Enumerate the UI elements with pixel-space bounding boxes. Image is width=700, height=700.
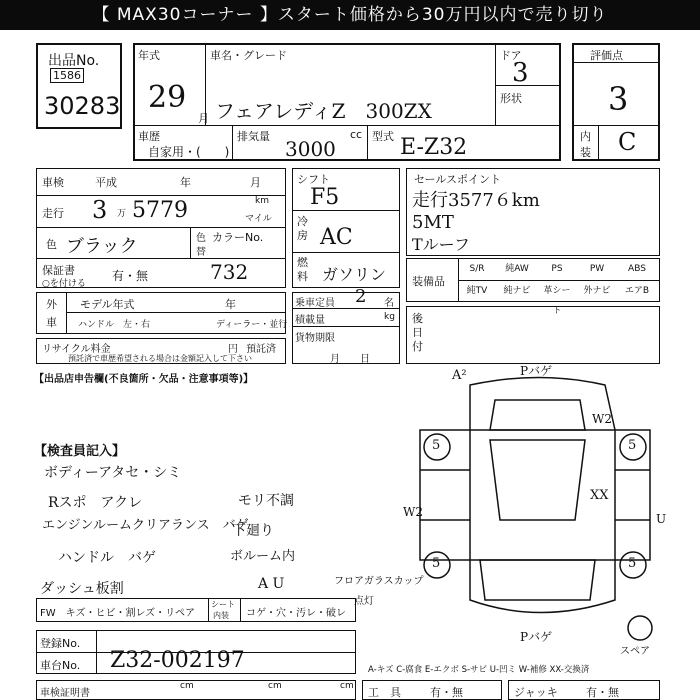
equipment-label: 装備品 <box>412 275 445 288</box>
color-label: 色 <box>46 238 57 251</box>
rear-label-1: 後 <box>412 312 423 325</box>
equipment-item: PW <box>589 264 605 274</box>
fuel-label-2: 料 <box>297 270 308 283</box>
mileage-man: 3 <box>92 196 108 224</box>
shift-value: F5 <box>310 185 340 210</box>
ac-value: AC <box>320 225 353 250</box>
diag-top-a: A² <box>452 368 467 383</box>
diag-bottom-p: Pバゲ <box>520 630 553 644</box>
cert-cm-3: cm <box>340 681 354 691</box>
cargo-label: 貨物期限 <box>295 333 335 344</box>
jack-label: ジャッキ <box>514 686 558 699</box>
km-unit: km <box>255 196 269 206</box>
diag-right-w: W2 <box>592 412 612 426</box>
warranty-sub: ○を付ける <box>42 279 86 289</box>
interior-label-1: 内 <box>580 130 591 143</box>
interior-value: C <box>618 128 637 156</box>
inspector-note6: ハンドル バゲ <box>58 550 156 566</box>
doors-label: ドア <box>500 49 522 62</box>
mile-unit: マイル <box>245 214 272 224</box>
equipment-item: 純TV <box>466 286 488 296</box>
shaken-year-unit: 年 <box>180 176 191 189</box>
page-header: 【 MAX30コーナー 】スタート価格から30万円以内で売り切り <box>0 0 700 30</box>
rating-value: 3 <box>608 80 629 118</box>
inspector-note11: 点灯 <box>354 596 374 607</box>
tire-value-fl: 5 <box>432 438 441 453</box>
seat-label-2: 内装 <box>213 611 229 620</box>
mileage-rest: 5779 <box>132 198 188 223</box>
tire-value-fr: 5 <box>628 438 637 453</box>
ac-label-1: 冷 <box>297 215 308 228</box>
name-label: 車名・グレード <box>210 49 287 62</box>
import-model-year: モデル年式 <box>80 298 135 311</box>
mileage-label: 走行 <box>42 207 64 220</box>
weight-label: 積載量 <box>295 315 325 326</box>
ac-label-2: 房 <box>297 229 308 242</box>
seat-items: コゲ・穴・汚レ・破レ <box>246 608 346 619</box>
tire-value-rr: 5 <box>628 556 637 571</box>
inspector-note3: モリ不調 <box>238 493 294 509</box>
import-label-2: 車 <box>46 316 57 329</box>
recycle-label: リサイクル料金 <box>42 344 111 355</box>
lot-label: 出品No. <box>48 53 100 69</box>
weight-unit: kg <box>384 312 395 322</box>
chassis-value: Z32-002197 <box>110 648 245 673</box>
diag-top-p: Pバゲ <box>520 364 553 378</box>
capacity-unit: 名 <box>384 298 394 309</box>
inspector-label: 【検査員記入】 <box>34 444 126 459</box>
tools-label: 工 具 <box>368 686 401 699</box>
diag-left-w: W2 <box>403 505 423 519</box>
equipment-item: 外ナビ <box>583 286 611 296</box>
inspector-note5: 下廻り <box>232 523 274 539</box>
color-no-value: 732 <box>210 260 249 284</box>
inspector-note4: エンジンルームクリアランス バゲ <box>42 518 249 533</box>
selling-line2: 5MT <box>412 212 454 233</box>
equipment-item: S/R <box>469 264 485 274</box>
equipment-item: 純ナビ <box>503 286 531 296</box>
inspector-note10: フロアガラスカップ <box>334 576 424 587</box>
rear-label-2: 日 <box>412 326 423 339</box>
history-label: 車歴 <box>138 130 160 143</box>
import-year-unit: 年 <box>225 298 236 311</box>
shape-label: 形状 <box>500 92 522 105</box>
diag-right-u: U <box>656 512 667 526</box>
shift-label: シフト <box>297 173 330 186</box>
shaken-era: 平成 <box>95 176 117 189</box>
equipment-item: 革シート <box>543 286 571 316</box>
inspector-note8: ダッシュ板割 <box>40 581 124 597</box>
interior-label-2: 装 <box>580 146 591 159</box>
import-handle: ハンドル 左・右 <box>78 320 151 330</box>
year-label: 年式 <box>138 49 160 62</box>
warranty-options: 有・無 <box>112 269 149 283</box>
shaken-month-unit: 月 <box>250 176 261 189</box>
warranty-label: 保証書 <box>42 264 75 277</box>
equipment-item: ABS <box>628 264 646 274</box>
year-month-unit: 月 <box>198 112 209 125</box>
tire-value-rl: 5 <box>432 556 441 571</box>
color-value: ブラック <box>66 236 138 257</box>
inspector-note2: Rスポ アクレ <box>48 495 143 511</box>
diag-spare: スペア <box>620 646 650 657</box>
equipment-item: PS <box>551 264 563 274</box>
displacement-label: 排気量 <box>237 130 270 143</box>
fw-items: FW キズ・ヒビ・割レズ・リペア <box>40 608 195 619</box>
recycle-status: 預託済 <box>246 344 276 355</box>
cc-unit: cc <box>350 128 363 141</box>
color-change-1: 色 <box>196 233 206 244</box>
equipment-item: 純AW <box>505 264 529 274</box>
cert-label: 車検証明書 <box>40 688 90 699</box>
rating-label: 評価点 <box>590 49 623 62</box>
selling-label: セールスポイント <box>414 173 502 186</box>
cert-cm-1: cm <box>180 681 194 691</box>
recycle-note: 預託済で車歴希望される場合は金額記入して下さい <box>68 354 252 363</box>
inspector-note1: ボディーアタセ・シミ <box>44 465 182 481</box>
fuel-value: ガソリン <box>322 265 387 284</box>
doors-value: 3 <box>512 58 529 88</box>
equipment-item: エアB <box>624 286 650 296</box>
name-value: フェアレディZ 300ZX <box>215 99 432 123</box>
color-no-label: カラーNo. <box>212 231 264 244</box>
cargo-unit: 月 日 <box>330 354 370 365</box>
model-label: 型式 <box>372 130 394 143</box>
tools-options: 有・無 <box>430 686 463 699</box>
capacity-value: 2 <box>355 286 367 307</box>
seller-notes-label: 【出品店申告欄(不良箇所・欠品・注意事項等)】 <box>34 374 254 385</box>
history-value: 自家用・( ) <box>148 145 230 159</box>
import-label-1: 外 <box>46 298 57 311</box>
capacity-label: 乗車定員 <box>295 298 335 309</box>
selling-line3: Tルーフ <box>412 235 470 254</box>
registration-label: 登録No. <box>40 637 81 650</box>
man-unit: 万 <box>117 209 127 219</box>
rear-label-3: 付 <box>412 340 423 353</box>
lot-number: 30283 <box>44 92 121 120</box>
displacement-value: 3000 <box>285 137 336 161</box>
model-value: E-Z32 <box>400 135 468 160</box>
lot-small-no: 1586 <box>50 68 84 83</box>
inspector-note9: A U <box>258 576 285 592</box>
inspector-note7: ボルーム内 <box>230 549 296 564</box>
chassis-label: 車台No. <box>40 659 81 672</box>
import-dealer: ディーラー・並行 <box>216 320 288 330</box>
damage-legend: A-キズ C-腐食 E-エクボ S-サビ U-凹ミ W-補修 XX-交換済 <box>368 665 590 675</box>
year-value: 29 <box>148 80 187 115</box>
fuel-label-1: 燃 <box>297 256 308 269</box>
color-change-2: 替 <box>196 247 206 258</box>
recycle-unit: 円 <box>228 344 238 355</box>
selling-line1: 走行3577６km <box>412 190 540 211</box>
shaken-label: 車検 <box>42 176 64 189</box>
jack-options: 有・無 <box>586 686 619 699</box>
seat-label-1: シート <box>211 600 235 609</box>
diag-right-xx: XX <box>590 488 609 503</box>
cert-cm-2: cm <box>268 681 282 691</box>
